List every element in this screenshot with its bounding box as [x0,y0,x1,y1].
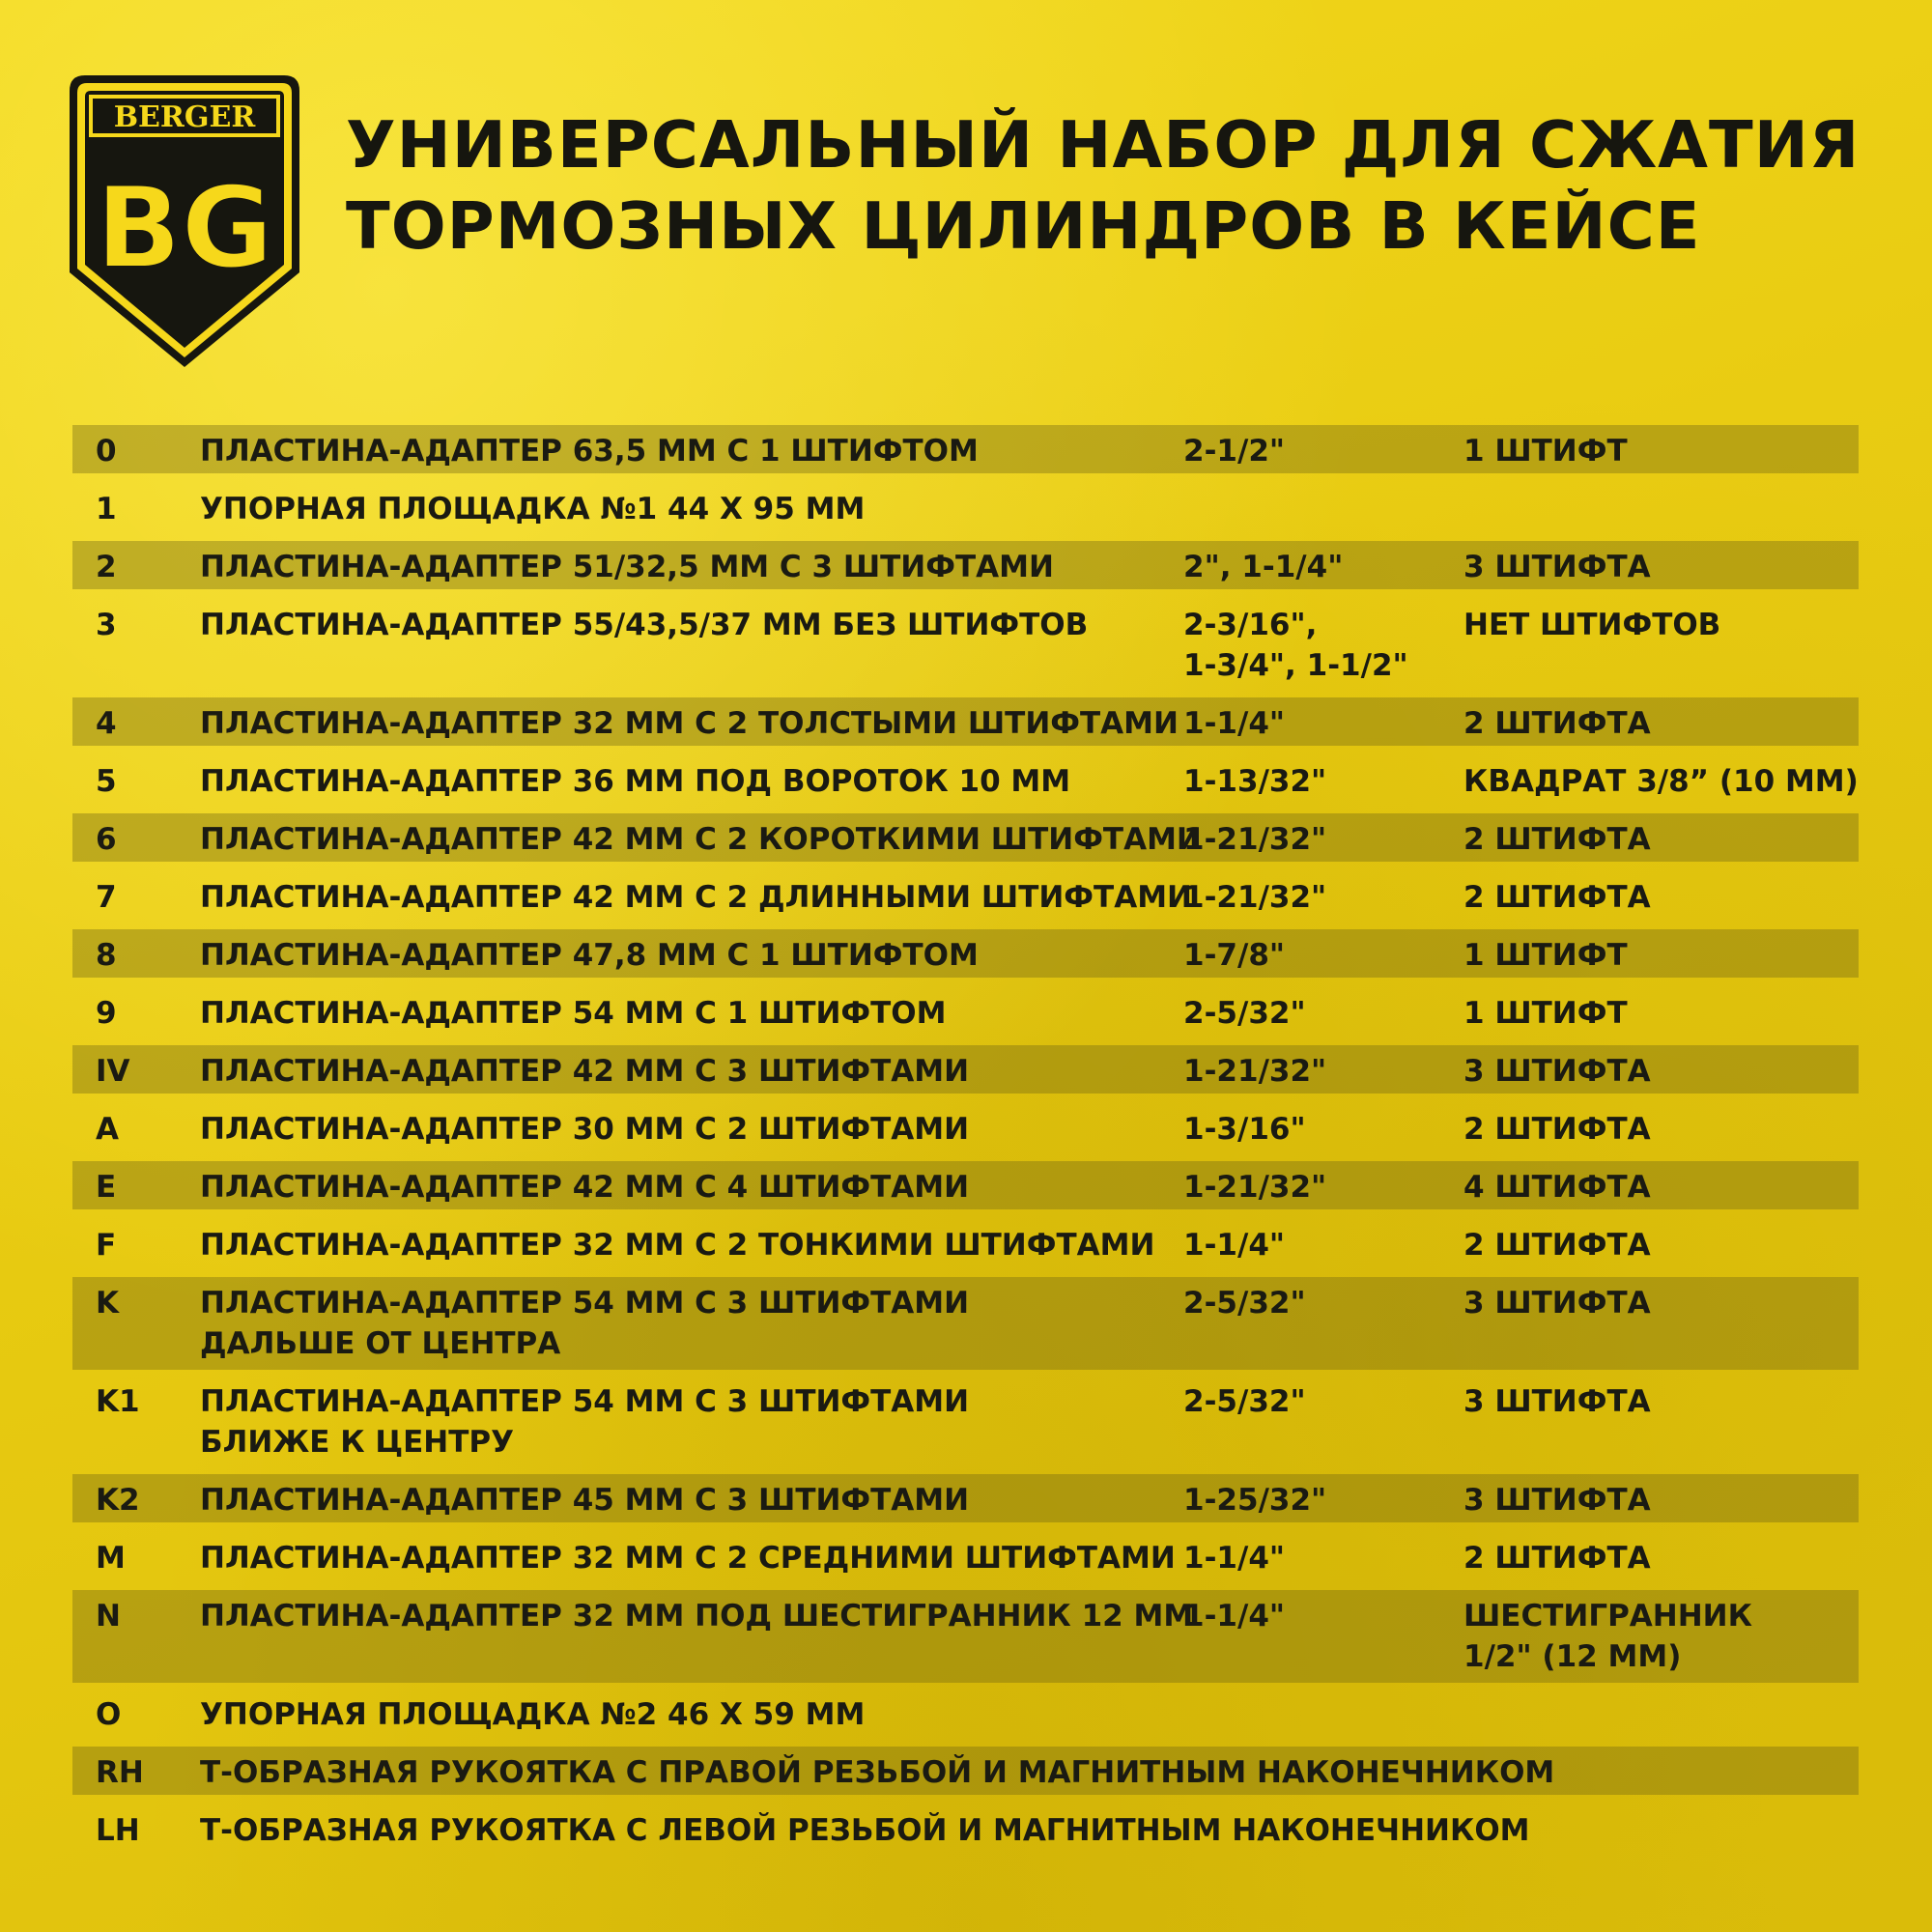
table-row [72,1376,1859,1468]
row-name: Т-ОБРАЗНАЯ РУКОЯТКА С ПРАВОЙ РЕЗЬБОЙ И МАГНИТНЫМ НАКОНЕЧНИКОМ [200,1755,1555,1790]
logo-brand-text: BERGER [113,100,256,134]
row-code: A [96,1112,119,1147]
row-pins: 2 ШТИФТА [1463,1228,1651,1263]
row-code: K2 [96,1483,140,1518]
row-name: ПЛАСТИНА-АДАПТЕР 32 ММ С 2 ТОЛСТЫМИ ШТИФТАМИ [200,706,1179,741]
row-code: 6 [96,822,117,857]
row-pins: 1 ШТИФТ [1463,938,1628,973]
table-row [72,541,1859,589]
row-pins: 2 ШТИФТА [1463,880,1651,915]
table-row [72,1689,1859,1737]
row-name: УПОРНАЯ ПЛОЩАДКА №1 44 X 95 ММ [200,492,866,526]
table-row [72,813,1859,862]
row-code: IV [96,1054,130,1089]
table-row [72,599,1859,690]
row-name: ПЛАСТИНА-АДАПТЕР 30 ММ С 2 ШТИФТАМИ [200,1112,970,1147]
logo-monogram: BG [96,163,273,294]
row-name: ПЛАСТИНА-АДАПТЕР 42 ММ С 4 ШТИФТАМИ [200,1170,970,1205]
row-name: ПЛАСТИНА-АДАПТЕР 36 ММ ПОД ВОРОТОК 10 ММ [200,764,1071,799]
row-code: K1 [96,1384,140,1419]
row-name: ПЛАСТИНА-АДАПТЕР 54 ММ С 1 ШТИФТОМ [200,996,947,1031]
table-row [72,1219,1859,1267]
row-pins: 1 ШТИФТ [1463,434,1628,469]
table-row [72,483,1859,531]
table-row [72,755,1859,804]
row-name: ПЛАСТИНА-АДАПТЕР 47,8 ММ С 1 ШТИФТОМ [200,938,979,973]
row-size: 1-21/32" [1183,880,1327,915]
row-code: 5 [96,764,117,799]
row-size: 1-1/4" [1183,1541,1286,1576]
row-name: ПЛАСТИНА-АДАПТЕР 32 ММ С 2 ТОНКИМИ ШТИФТАМИ [200,1228,1155,1263]
row-pins: ШЕСТИГРАННИК 1/2" (12 ММ) [1463,1599,1752,1674]
row-code: N [96,1599,121,1634]
row-code: 9 [96,996,117,1031]
row-code: K [96,1286,120,1321]
row-pins: 2 ШТИФТА [1463,1112,1651,1147]
row-size: 2", 1-1/4" [1183,550,1344,584]
row-size: 1-3/16" [1183,1112,1306,1147]
row-code: 1 [96,492,117,526]
row-name: ПЛАСТИНА-АДАПТЕР 45 ММ С 3 ШТИФТАМИ [200,1483,970,1518]
table-row [72,1161,1859,1209]
row-size: 2-1/2" [1183,434,1286,469]
row-pins: 4 ШТИФТА [1463,1170,1651,1205]
row-code: F [96,1228,117,1263]
title-line-1: УНИВЕРСАЛЬНЫЙ НАБОР ДЛЯ СЖАТИЯ [346,107,1861,183]
table-row [72,425,1859,473]
row-name: ПЛАСТИНА-АДАПТЕР 42 ММ С 2 КОРОТКИМИ ШТИФТАМИ [200,822,1202,857]
row-name: ПЛАСТИНА-АДАПТЕР 54 ММ С 3 ШТИФТАМИ ДАЛЬШЕ ОТ ЦЕНТРА [200,1286,970,1361]
row-name: ПЛАСТИНА-АДАПТЕР 42 ММ С 3 ШТИФТАМИ [200,1054,970,1089]
row-code: M [96,1541,126,1576]
table-row [72,871,1859,920]
row-size: 1-21/32" [1183,1054,1327,1089]
row-code: O [96,1697,122,1732]
row-size: 1-7/8" [1183,938,1286,973]
title-line-2: ТОРМОЗНЫХ ЦИЛИНДРОВ В КЕЙСЕ [346,188,1701,264]
row-pins: НЕТ ШТИФТОВ [1463,608,1721,642]
row-code: 7 [96,880,117,915]
row-name: Т-ОБРАЗНАЯ РУКОЯТКА С ЛЕВОЙ РЕЗЬБОЙ И МАГНИТНЫМ НАКОНЕЧНИКОМ [200,1813,1530,1848]
table-row [72,987,1859,1036]
table-row [72,1747,1859,1795]
row-code: 0 [96,434,117,469]
row-pins: 2 ШТИФТА [1463,822,1651,857]
table-row [72,1532,1859,1580]
row-pins: 3 ШТИФТА [1463,550,1651,584]
row-pins: 3 ШТИФТА [1463,1054,1651,1089]
table-row [72,1590,1859,1683]
table-row [72,1045,1859,1094]
row-name: ПЛАСТИНА-АДАПТЕР 55/43,5/37 ММ БЕЗ ШТИФТОВ [200,608,1089,642]
table-row [72,1474,1859,1522]
row-pins: 3 ШТИФТА [1463,1286,1651,1321]
row-name: ПЛАСТИНА-АДАПТЕР 42 ММ С 2 ДЛИННЫМИ ШТИФТАМИ [200,880,1192,915]
row-size: 1-21/32" [1183,1170,1327,1205]
row-name: ПЛАСТИНА-АДАПТЕР 63,5 ММ С 1 ШТИФТОМ [200,434,979,469]
row-size: 2-3/16", 1-3/4", 1-1/2" [1183,608,1408,683]
row-size: 1-1/4" [1183,1228,1286,1263]
row-size: 2-5/32" [1183,1384,1306,1419]
table-row [72,697,1859,746]
page-title [346,104,1901,267]
row-code: RH [96,1755,144,1790]
berger-logo [68,73,301,369]
row-name: ПЛАСТИНА-АДАПТЕР 51/32,5 ММ С 3 ШТИФТАМИ [200,550,1054,584]
table-row [72,1804,1859,1853]
row-name: ПЛАСТИНА-АДАПТЕР 32 ММ С 2 СРЕДНИМИ ШТИФТАМИ [200,1541,1176,1576]
row-code: 3 [96,608,117,642]
row-pins: 3 ШТИФТА [1463,1384,1651,1419]
row-pins: КВАДРАТ 3/8” (10 ММ) [1463,764,1859,799]
row-code: 2 [96,550,117,584]
row-pins: 2 ШТИФТА [1463,706,1651,741]
row-pins: 1 ШТИФТ [1463,996,1628,1031]
row-code: E [96,1170,117,1205]
row-size: 2-5/32" [1183,996,1306,1031]
row-name: УПОРНАЯ ПЛОЩАДКА №2 46 X 59 ММ [200,1697,866,1732]
row-pins: 3 ШТИФТА [1463,1483,1651,1518]
row-size: 1-1/4" [1183,1599,1286,1634]
row-name: ПЛАСТИНА-АДАПТЕР 32 ММ ПОД ШЕСТИГРАННИК 12 ММ [200,1599,1194,1634]
row-name: ПЛАСТИНА-АДАПТЕР 54 ММ С 3 ШТИФТАМИ БЛИЖЕ К ЦЕНТРУ [200,1384,970,1460]
row-size: 1-21/32" [1183,822,1327,857]
row-code: LH [96,1813,140,1848]
row-pins: 2 ШТИФТА [1463,1541,1651,1576]
row-size: 1-13/32" [1183,764,1327,799]
table-row [72,929,1859,978]
table-row [72,1277,1859,1370]
row-code: 8 [96,938,117,973]
row-size: 1-25/32" [1183,1483,1327,1518]
table-row [72,1103,1859,1151]
row-size: 2-5/32" [1183,1286,1306,1321]
row-size: 1-1/4" [1183,706,1286,741]
row-code: 4 [96,706,117,741]
